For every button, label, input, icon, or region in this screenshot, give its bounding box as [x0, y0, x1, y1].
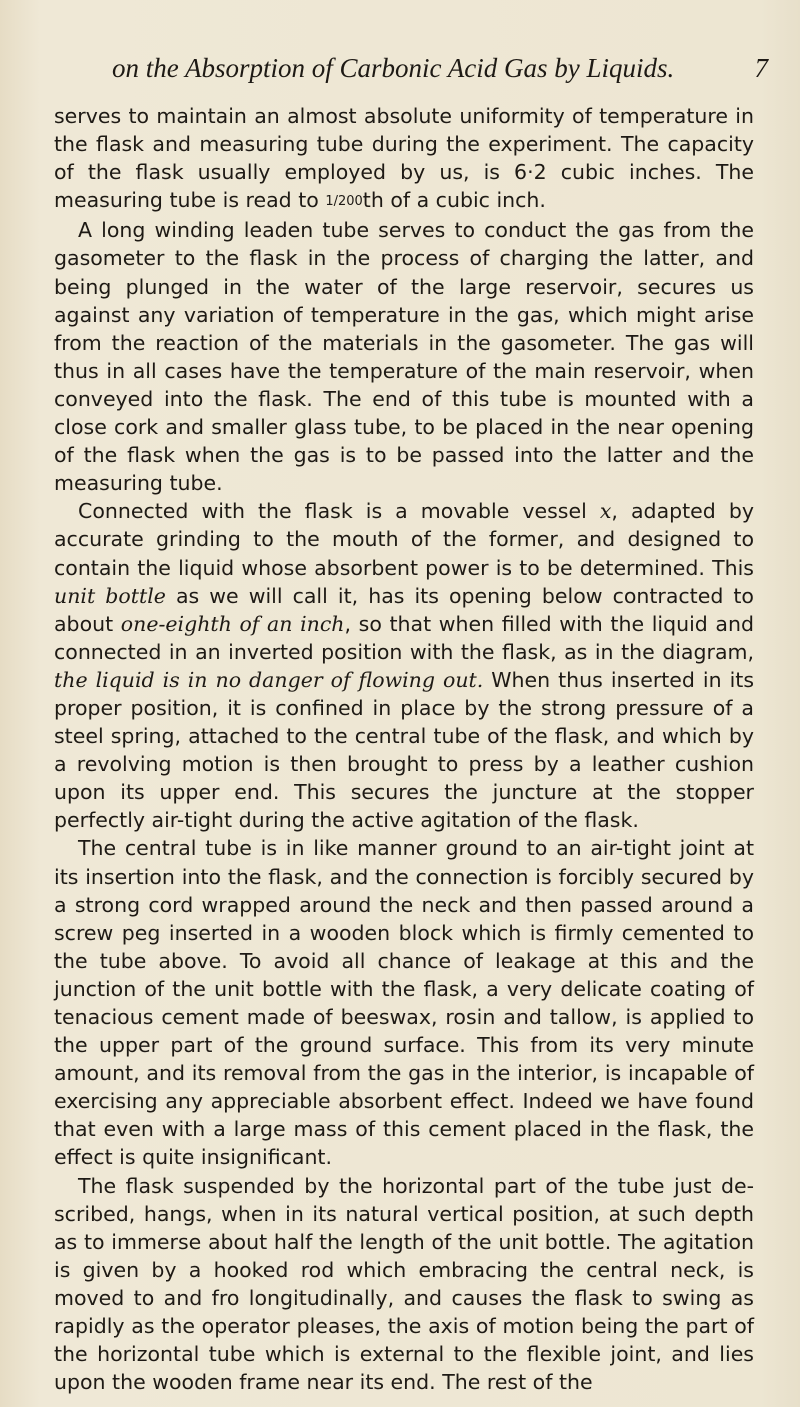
italic-text: x: [599, 499, 612, 524]
paragraph: [54, 102, 754, 216]
page-number: 7: [754, 53, 768, 83]
paragraph: [54, 497, 754, 834]
text-run: Connected with the flask is a movable vessel: [78, 499, 600, 524]
text-run: th of a cubic inch.: [362, 188, 546, 213]
text-run: as we will call it, has its opening below contracted to about: [54, 583, 754, 636]
text-run: A long winding leaden tube serves to conduct the gas from the gasometer to the flask in the process of charging the latter, and being plunged in the water of the large reservoir, secures us against any variation of temperature in the gas, which might arise from the reaction of the materials in the gasometer. The gas will thus in all cases have the temperature of the main reservoir, when conveyed into the flask. The end of this tube is mounted with a close cork and smaller glass tube, to be placed in the near opening of the flask when the gas is to be passed into the latter and the measuring tube.: [54, 218, 754, 496]
text-run: , so that when filled with the liquid and connected in an inverted position with the flask, as in the diagram,: [54, 611, 754, 664]
running-header: [112, 50, 768, 86]
italic-text: the liquid is in no danger of flowing out.: [54, 667, 484, 692]
italic-text: one-eighth of an inch: [120, 611, 345, 636]
paragraph: [54, 1172, 754, 1397]
running-title: on the Absorption of Carbonic Acid Gas by Liquids.: [112, 53, 675, 83]
text-run: The flask suspended by the horizontal part of the tube just described, hangs, when in its natural vertical position, at such depth as to immerse about half the length of the unit bottle. The agitation is given by a hooked rod which embracing the central neck, is moved to and fro longitudinally, and causes the flask to swing as rapidly as the operator pleases, the axis of motion being the part of the horizontal tube which is external to the flexible joint, and lies upon the wooden frame near its end. The rest of the: [54, 1173, 754, 1395]
paragraph: [54, 834, 754, 1171]
text-run: When thus inserted in its proper position, it is confined in place by the strong pressure of a steel spring, attached to the central tube of the flask, and which by a revolving motion is then brought to press by a leather cushion upon its upper end. This secures the juncture at the stopper perfectly air-tight during the active agitation of the flask.: [54, 667, 755, 833]
body-text: [54, 102, 754, 1396]
text-run: , adapted by accurate grinding to the mouth of the former, and designed to contain the liquid whose absorbent power is to be determined. This: [54, 499, 755, 580]
paragraph: [54, 216, 754, 497]
text-run: serves to maintain an almost absolute uniformity of temperature in the flask and measuring tube during the experiment. The capacity of the flask usually employed by us, is 6·2 cubic inches. The measuring tube is read to: [54, 104, 754, 213]
italic-text: unit bottle: [54, 583, 166, 608]
fraction: 1/200: [325, 194, 363, 210]
text-run: The central tube is in like manner ground to an air-tight joint at its insertion into the flask, and the connection is forcibly secured by a strong cord wrapped around the neck and then passed around a screw peg inserted in a wooden block which is firmly cemented to the tube above. To avoid all chance of leakage at this and the junction of the unit bottle with the flask, a very delicate coating of tenacious cement made of beeswax, rosin and tallow, is applied to the upper part of the ground surface. This from its very minute amount, and its removal from the gas in the interior, is incapable of exercising any appreciable absorbent effect. Indeed we have found that even with a large mass of this cement placed in the flask, the effect is quite insignificant.: [54, 836, 754, 1170]
